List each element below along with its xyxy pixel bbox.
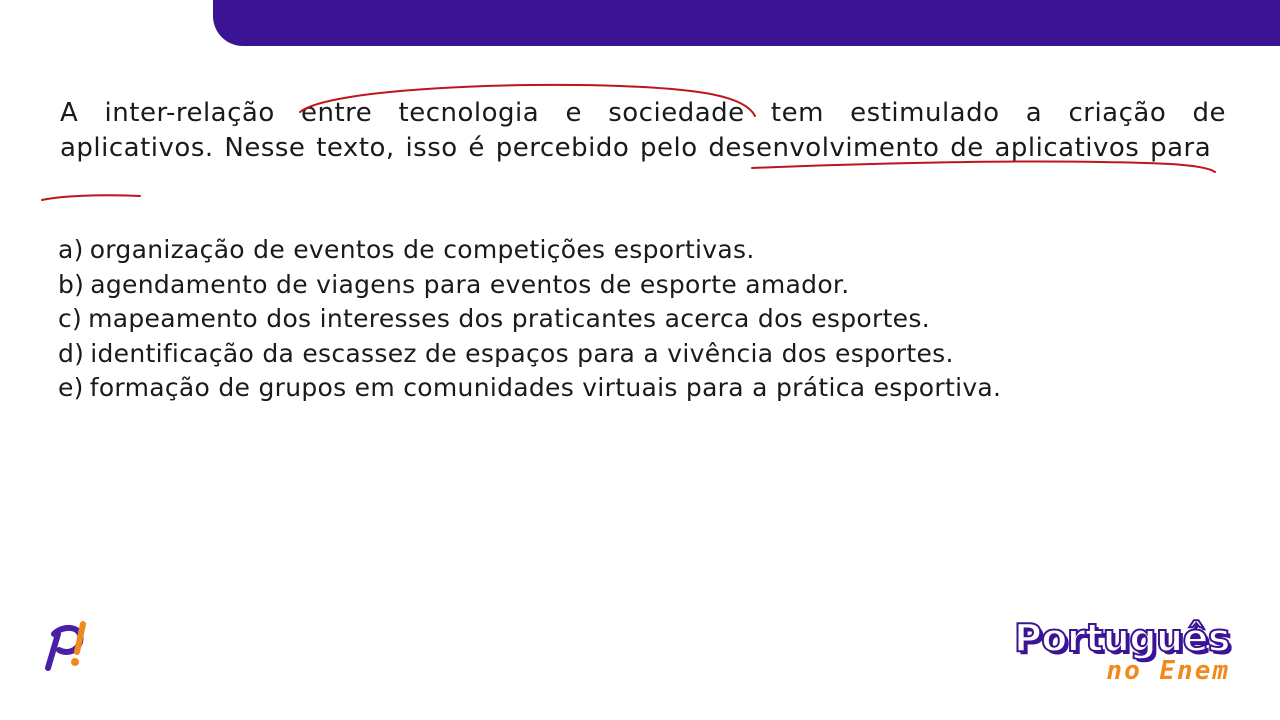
- option-letter: b): [58, 269, 85, 299]
- brand-sub-text: no Enem: [1106, 656, 1230, 686]
- answer-options: [58, 233, 1248, 406]
- option-text: formação de grupos em comunidades virtuais para a prática esportiva.: [89, 373, 1002, 402]
- option-text: organização de eventos de competições esportivas.: [89, 235, 755, 264]
- option-text: mapeamento dos interesses dos praticantes acerca dos esportes.: [88, 304, 930, 333]
- underline-para: [42, 195, 140, 200]
- brand-main-text: Português: [1013, 616, 1230, 660]
- brand-logo: [990, 616, 1230, 690]
- option-letter: c): [58, 304, 83, 333]
- option-letter: e): [58, 373, 84, 402]
- option-d[interactable]: [58, 337, 1248, 372]
- option-letter: a): [58, 235, 84, 264]
- option-text: agendamento de viagens para eventos de esporte amador.: [90, 269, 850, 299]
- option-c[interactable]: [58, 302, 1248, 337]
- header-bar: [213, 0, 1280, 46]
- option-a[interactable]: [58, 233, 1248, 268]
- option-text: identificação da escassez de espaços para a vivência dos esportes.: [90, 338, 954, 368]
- p-exclamation-logo-icon: [42, 620, 92, 672]
- option-b[interactable]: [58, 268, 1248, 303]
- option-letter: d): [58, 338, 85, 368]
- option-e[interactable]: [58, 371, 1248, 406]
- question-text: A inter-relação entre tecnologia e sociedade tem estimulado a criação de aplicativos. Nesse texto, isso é percebido pelo desenvolvimento de aplicativos para: [60, 98, 1226, 163]
